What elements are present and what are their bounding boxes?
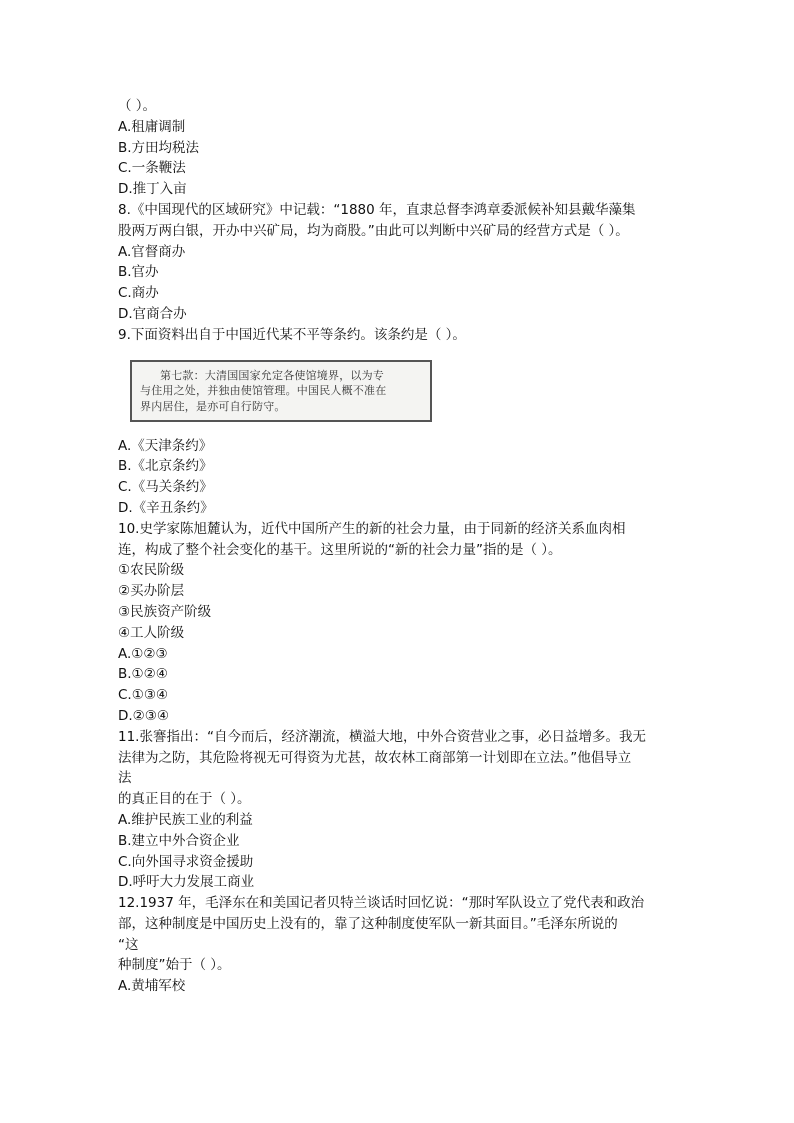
text-line: 股两万两白银，开办中兴矿局，均为商股。”由此可以判断中兴矿局的经营方式是（ ）。 — [118, 222, 629, 239]
text-line: B.①②④ — [118, 666, 168, 683]
text-line: A.维护民族工业的利益 — [118, 811, 253, 828]
text-line: A.①②③ — [118, 645, 168, 662]
text-line: D.官商合办 — [118, 305, 187, 322]
text-line: B.《北京条约》 — [118, 458, 213, 475]
text-line: ③民族资产阶级 — [118, 603, 212, 620]
text-line: 部，这种制度是中国历史上没有的，靠了这种制度使军队一新其面目。”毛泽东所说的 — [118, 915, 618, 932]
text-line: A.官督商办 — [118, 243, 186, 260]
text-line: C.①③④ — [118, 687, 169, 704]
text-line: B.建立中外合资企业 — [118, 832, 240, 849]
question-11-stem: 11.张謇指出：“自今而后，经济潮流，横溢大地，中外合资营业之事，必日益增多。我无 — [118, 728, 646, 745]
document-page — [118, 96, 688, 997]
figure-text-line: 界内居住，是亦可自行防守。 — [140, 399, 286, 413]
text-line: 种制度”始于（ ）。 — [118, 957, 231, 974]
text-line: C.向外国寻求资金援助 — [118, 853, 254, 870]
text-line: （ ）。 — [118, 98, 157, 114]
text-block-bottom — [118, 436, 688, 998]
question-9-stem: 9.下面资料出自于中国近代某不平等条约。该条约是（ ）。 — [118, 326, 466, 343]
text-line: D.呼吁大力发展工商业 — [118, 874, 255, 891]
text-line: 的真正目的在于（ ）。 — [118, 791, 251, 808]
question-10-stem: 10.史学家陈旭麓认为，近代中国所产生的新的社会力量，由于同新的经济关系血肉相 — [118, 520, 626, 537]
text-line: A.黄埔军校 — [118, 978, 186, 995]
figure-text-line: 与住用之处，并独由使馆管理。中国民人概不准在 — [140, 384, 387, 398]
text-line: D.②③④ — [118, 707, 169, 724]
text-line: A.《天津条约》 — [118, 437, 213, 454]
text-line: “这 — [118, 936, 139, 953]
text-line: 法 — [118, 770, 132, 787]
text-line: A.租庸调制 — [118, 118, 186, 135]
text-line: C.《马关条约》 — [118, 479, 213, 496]
figure-text-line: 第七款：大清国国家允定各使馆境界，以为专 — [160, 368, 384, 382]
text-line: ④工人阶级 — [118, 624, 185, 641]
question-8-stem: 8.《中国现代的区域研究》中记载：“1880 年，直隶总督李鸿章委派候补知县戴华藻集 — [118, 201, 636, 218]
text-line: 连，构成了整个社会变化的基干。这里所说的“新的社会力量”指的是（ ）。 — [118, 541, 562, 558]
text-line: C.商办 — [118, 285, 159, 302]
text-line: 法律为之防，其危险将视无可得资为尤甚，故农林工商部第一计划即在立法。”他倡导立 — [118, 749, 632, 766]
text-block-top — [118, 96, 688, 346]
treaty-excerpt-image — [130, 360, 432, 422]
text-line: C.一条鞭法 — [118, 160, 186, 177]
text-line: ②买办阶层 — [118, 583, 185, 600]
text-line: B.官办 — [118, 264, 159, 281]
question-12-stem: 12.1937 年，毛泽东在和美国记者贝特兰谈话时回忆说：“那时军队设立了党代表和政治 — [118, 895, 645, 912]
text-line: ①农民阶级 — [118, 562, 185, 579]
text-line: D.推丁入亩 — [118, 181, 187, 198]
text-line: D.《辛丑条约》 — [118, 499, 214, 516]
text-line: B.方田均税法 — [118, 139, 200, 156]
